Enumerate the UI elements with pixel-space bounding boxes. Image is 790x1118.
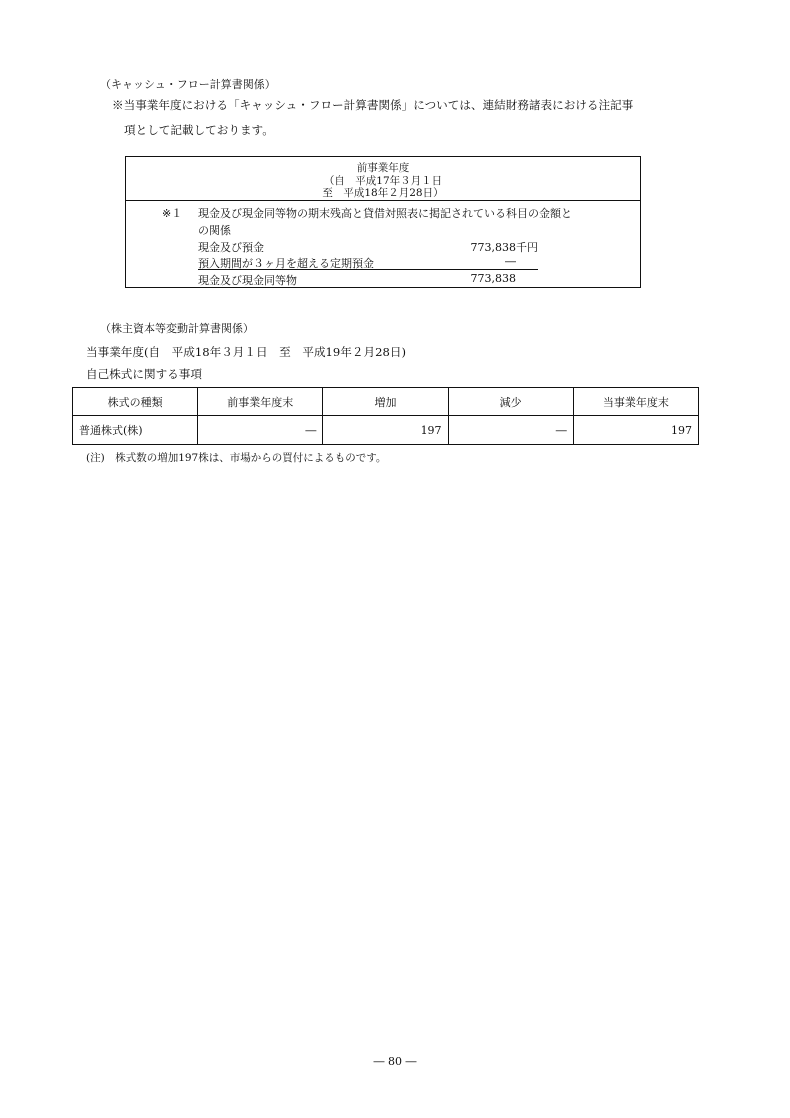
row-amount: 773,838 <box>470 272 516 285</box>
equity-heading: （株主資本等変動計算書関係） <box>100 322 254 335</box>
period-title: 前事業年度 <box>356 162 410 174</box>
table-cell: 197 <box>573 416 698 445</box>
row-label: 預入期間が３ヶ月を超える定期預金 <box>198 257 374 270</box>
treasury-stock-table <box>72 387 699 445</box>
table-cell: 普通株式(株) <box>73 416 198 445</box>
table-cell: ― <box>448 416 573 445</box>
cashflow-note-line2: 項として記載しております。 <box>124 123 274 137</box>
table-cell: ― <box>198 416 323 445</box>
equity-footnote: (注) 株式数の増加197株は、市場からの買付によるものです。 <box>86 452 387 464</box>
period-from: （自 平成17年３月１日 <box>323 175 443 187</box>
table-cell: 197 <box>323 416 448 445</box>
row-amount: 773,838千円 <box>470 241 538 254</box>
table-header: 前事業年度末 <box>198 388 323 416</box>
row-label: 現金及び預金 <box>198 241 264 254</box>
cashflow-heading: （キャッシュ・フロー計算書関係） <box>100 78 276 91</box>
row-amount: ― <box>505 255 516 268</box>
table-header-row <box>73 388 699 416</box>
cashflow-note-line1: ※当事業年度における「キャッシュ・フロー計算書関係」については、連結財務諸表における注記事 <box>112 98 634 112</box>
row-label: 現金及び現金同等物 <box>198 274 297 287</box>
description-line1: 現金及び現金同等物の期末残高と貸借対照表に掲記されている科目の金額と <box>198 207 572 220</box>
period-header <box>126 157 640 201</box>
period-to: 至 平成18年２月28日） <box>322 187 444 199</box>
description-line2: の関係 <box>198 224 231 237</box>
cashflow-note-box <box>125 156 641 288</box>
note-mark: ※１ <box>162 207 183 220</box>
table-header: 減少 <box>448 388 573 416</box>
table-header: 株式の種類 <box>73 388 198 416</box>
equity-subheading: 自己株式に関する事項 <box>86 367 202 381</box>
table-header: 増加 <box>323 388 448 416</box>
subtotal-rule <box>198 269 538 270</box>
table-header: 当事業年度末 <box>573 388 698 416</box>
page-number: ― 80 ― <box>373 1055 417 1068</box>
table-row <box>73 416 699 445</box>
equity-period: 当事業年度(自 平成18年３月１日 至 平成19年２月28日) <box>86 345 406 359</box>
